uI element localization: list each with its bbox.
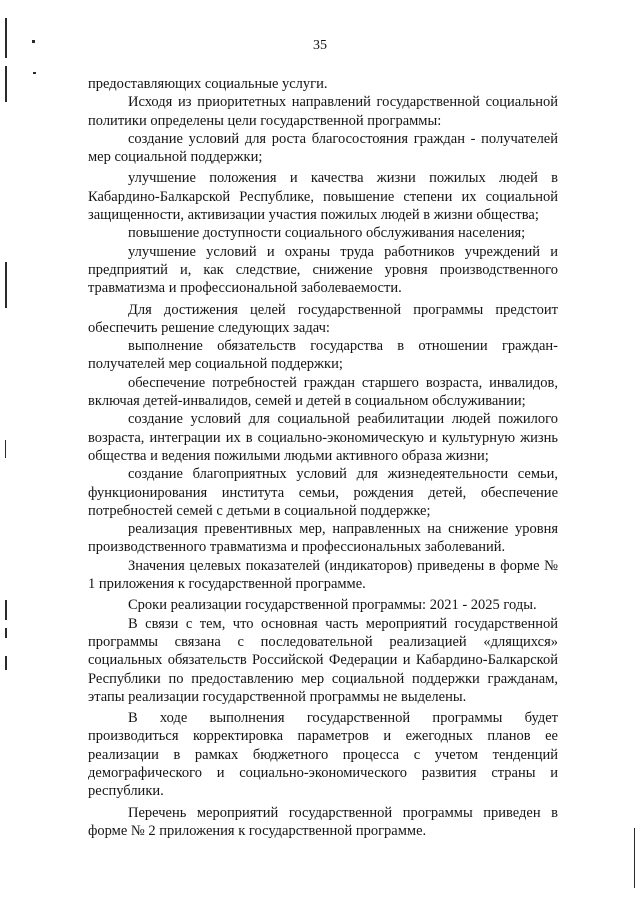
scan-artifact — [5, 600, 7, 620]
list-item-goal: повышение доступности социального обслуживания населения; — [128, 225, 526, 242]
paragraph-continuation: предоставляющих социальные услуги. — [88, 76, 328, 92]
scan-artifact — [5, 656, 7, 670]
paragraph-indicators: Значения целевых показателей (индикаторов) приведены в форме № 1 приложения к государственной программе. — [88, 557, 558, 593]
list-item-goal: создание условий для роста благосостояния граждан - получателей мер социальной поддержки; — [88, 130, 558, 166]
paragraph-activities-list: Перечень мероприятий государственной программы приведен в форме № 2 приложения к государственной программе. — [88, 804, 558, 839]
list-item-task: создание условий для социальной реабилитации людей пожилого возраста, интеграции их в социально-экономическую и культурную жизнь общества и ведения пожилыми людьми активного образа жизни; — [88, 411, 558, 464]
list-item-task: реализация превентивных мер, направленных на снижение уровня производственного травматизма и профессиональных заболеваний. — [88, 521, 558, 556]
scan-artifact — [5, 628, 7, 638]
list-item-goal: улучшение условий и охраны труда работников учреждений и предприятий и, как следствие, снижение уровня производственного травматизма и профессиональной заболеваемости. — [88, 243, 558, 297]
paragraph-stages: В связи с тем, что основная часть мероприятий государственной программы связана с последовательной реализацией «длящихся» социальных обязательств Российской Федерации и Кабардино-Балкарской Республики по предоставлению мер социальной поддержки гражданам, этапы реализации государственной программы не выделены. — [88, 615, 558, 705]
scan-artifact — [5, 262, 7, 308]
scan-artifact — [5, 440, 6, 458]
paragraph-goals-intro: Исходя из приоритетных направлений государственной социальной политики определены цели государственной программы: — [88, 94, 558, 129]
page-number: 35 — [313, 38, 327, 53]
list-item-task: создание благоприятных условий для жизнедеятельности семьи, функционирования института семьи, рождения детей, обеспечение потребностей семей с детьми в социальной поддержке; — [88, 466, 558, 519]
scan-artifact — [33, 72, 36, 74]
document-body — [88, 75, 558, 840]
paragraph-timeline: Сроки реализации государственной программы: 2021 - 2025 годы. — [128, 597, 537, 614]
paragraph-adjustments: В ходе выполнения государственной программы будет производиться корректировка параметров и ежегодных планов ее реализации в рамках бюджетного процесса с учетом тенденций демографического и социально-экономического развития страны и республики. — [88, 710, 558, 800]
list-item-goal: улучшение положения и качества жизни пожилых людей в Кабардино-Балкарской Республике, повышение степени их социальной защищенности, активизации участия пожилых людей в жизни общества; — [88, 170, 558, 224]
paragraph-tasks-intro: Для достижения целей государственной программы предстоит обеспечить решение следующих задач: — [88, 301, 558, 336]
scan-artifact — [5, 66, 7, 102]
scan-artifact — [634, 828, 635, 888]
list-item-task: обеспечение потребностей граждан старшего возраста, инвалидов, включая детей-инвалидов, семей и детей в социальном обслуживании; — [88, 374, 558, 410]
list-item-task: выполнение обязательств государства в отношении граждан-получателей мер социальной поддержки; — [88, 338, 558, 373]
